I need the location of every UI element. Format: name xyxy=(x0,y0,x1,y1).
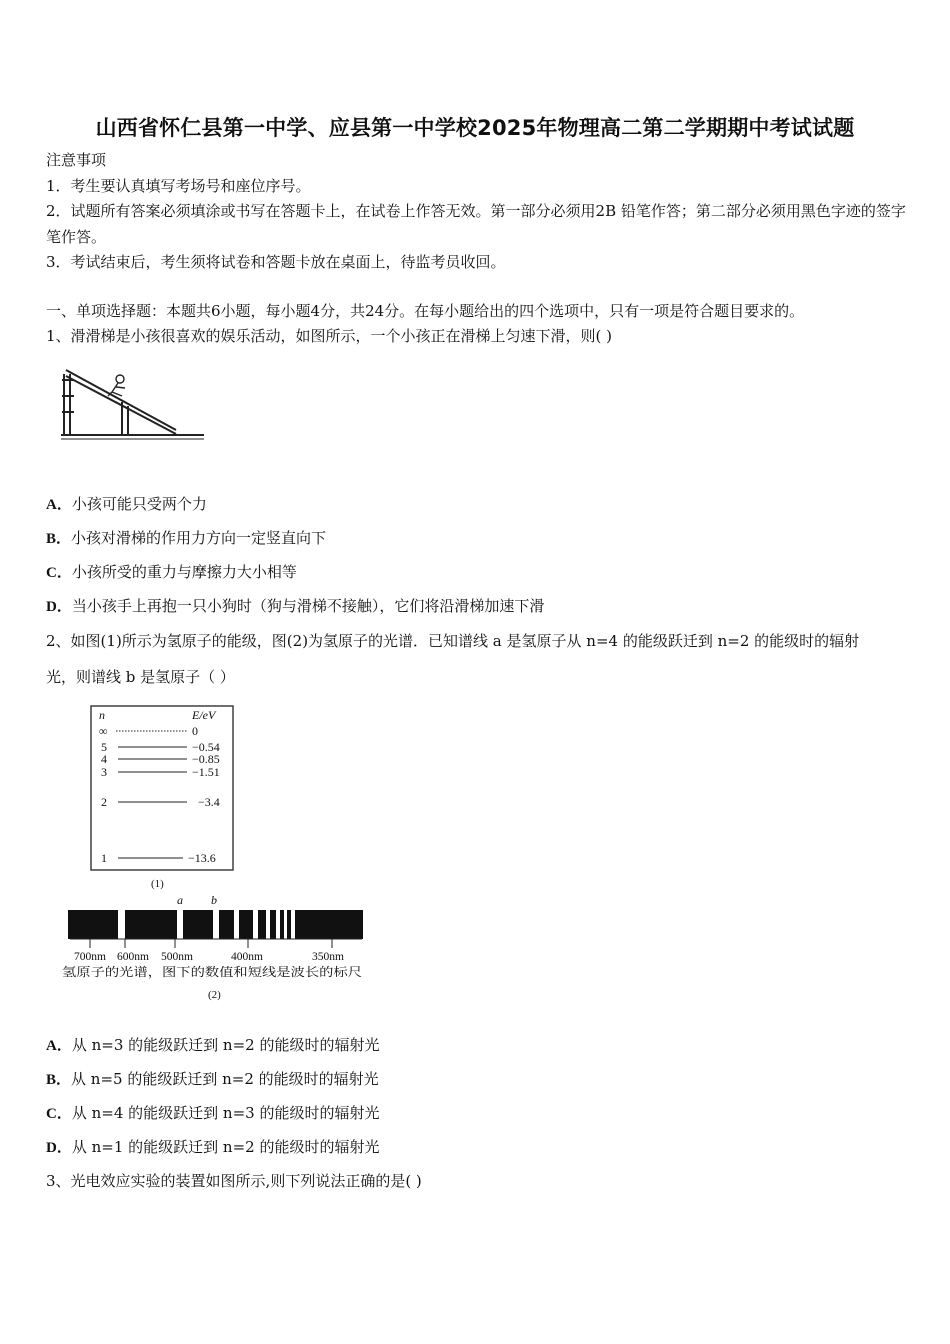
spectrum-band xyxy=(183,910,213,939)
level-e: −1.51 xyxy=(192,765,220,779)
spectrum-band xyxy=(270,910,276,939)
level-e: −3.4 xyxy=(198,795,220,809)
level-n: ∞ xyxy=(99,724,108,738)
spectrum-band xyxy=(219,910,234,939)
scale-label: 350nm xyxy=(312,951,344,963)
question-2-option: C．从 n=4 的能级跃迁到 n=3 的能级时的辐射光 xyxy=(46,1104,380,1122)
level-n: 2 xyxy=(101,795,107,809)
scale-label: 500nm xyxy=(161,951,193,963)
scale-label: 400nm xyxy=(231,951,263,963)
question-2-option: D．从 n=1 的能级跃迁到 n=2 的能级时的辐射光 xyxy=(46,1138,380,1156)
figure-1-label: (1) xyxy=(151,878,164,890)
question-1-option: D．当小孩手上再抱一只小狗时（狗与滑梯不接触），它们将沿滑梯加速下滑 xyxy=(46,597,545,615)
energy-level-diagram xyxy=(88,704,238,890)
page-title: 山西省怀仁县第一中学、应县第一中学校2025年物理高二第二学期期中考试试题 xyxy=(95,116,855,140)
spectrum-band xyxy=(68,910,118,939)
notice-item: 2．试题所有答案必须填涂或书写在答题卡上，在试卷上作答无效。第一部分必须用2B 铅笔作答；第二部分必须用黑色字迹的签字笔作答。 xyxy=(46,202,906,246)
question-2-option: B．从 n=5 的能级跃迁到 n=2 的能级时的辐射光 xyxy=(46,1070,379,1088)
level-n: 4 xyxy=(101,752,107,766)
slide-figure xyxy=(58,366,208,442)
question-2-stem: 2、如图(1)所示为氢原子的能级，图(2)为氢原子的光谱．已知谱线 a 是氢原子从 n=4 的能级跃迁到 n=2 的能级时的辐射 xyxy=(46,632,860,650)
notice-item: 3．考试结束后，考生须将试卷和答题卡放在桌面上，待监考员收回。 xyxy=(46,253,506,271)
hydrogen-spectrum xyxy=(62,892,368,1004)
notice-heading: 注意事项 xyxy=(46,151,107,169)
question-1-stem: 1、滑滑梯是小孩很喜欢的娱乐活动，如图所示，一个小孩正在滑梯上匀速下滑，则( ) xyxy=(46,327,613,345)
line-a-label: a xyxy=(177,893,183,907)
level-n: 3 xyxy=(101,765,107,779)
question-1-option: B．小孩对滑梯的作用力方向一定竖直向下 xyxy=(46,529,327,547)
level-e: −0.54 xyxy=(192,740,220,754)
spectrum-band xyxy=(280,910,284,939)
section-heading: 一、单项选择题：本题共6小题，每小题4分，共24分。在每小题给出的四个选项中，只有一项是符合题目要求的。 xyxy=(46,302,805,320)
level-n: 5 xyxy=(101,740,107,754)
child-icon xyxy=(108,375,125,396)
spectrum-band xyxy=(258,910,266,939)
spectrum-band xyxy=(239,910,253,939)
scale-label: 600nm xyxy=(117,951,149,963)
question-1-option: A．小孩可能只受两个力 xyxy=(46,495,207,513)
figure-2-label: (2) xyxy=(208,989,221,1001)
question-3-stem: 3、光电效应实验的装置如图所示,则下列说法正确的是( ) xyxy=(46,1172,422,1190)
question-2-option: A．从 n=3 的能级跃迁到 n=2 的能级时的辐射光 xyxy=(46,1036,380,1054)
level-e: −0.85 xyxy=(192,752,220,766)
question-2-stem: 光，则谱线 b 是氢原子（ ） xyxy=(46,668,235,686)
level-e: −13.6 xyxy=(188,851,216,865)
notice-item: 1．考生要认真填写考场号和座位序号。 xyxy=(46,177,311,195)
col-e-label: E/eV xyxy=(192,708,216,722)
question-1-option: C．小孩所受的重力与摩擦力大小相等 xyxy=(46,563,297,581)
spectrum-caption: 氢原子的光谱，图下的数值和短线是波长的标尺 xyxy=(62,965,315,979)
spectrum-band xyxy=(125,910,177,939)
spectrum-band xyxy=(287,910,291,939)
line-b-label: b xyxy=(211,893,217,907)
spectrum-band xyxy=(295,910,363,939)
scale-label: 700nm xyxy=(74,951,106,963)
col-n-label: n xyxy=(99,708,105,722)
level-n: 1 xyxy=(101,851,107,865)
level-e: 0 xyxy=(192,724,198,738)
